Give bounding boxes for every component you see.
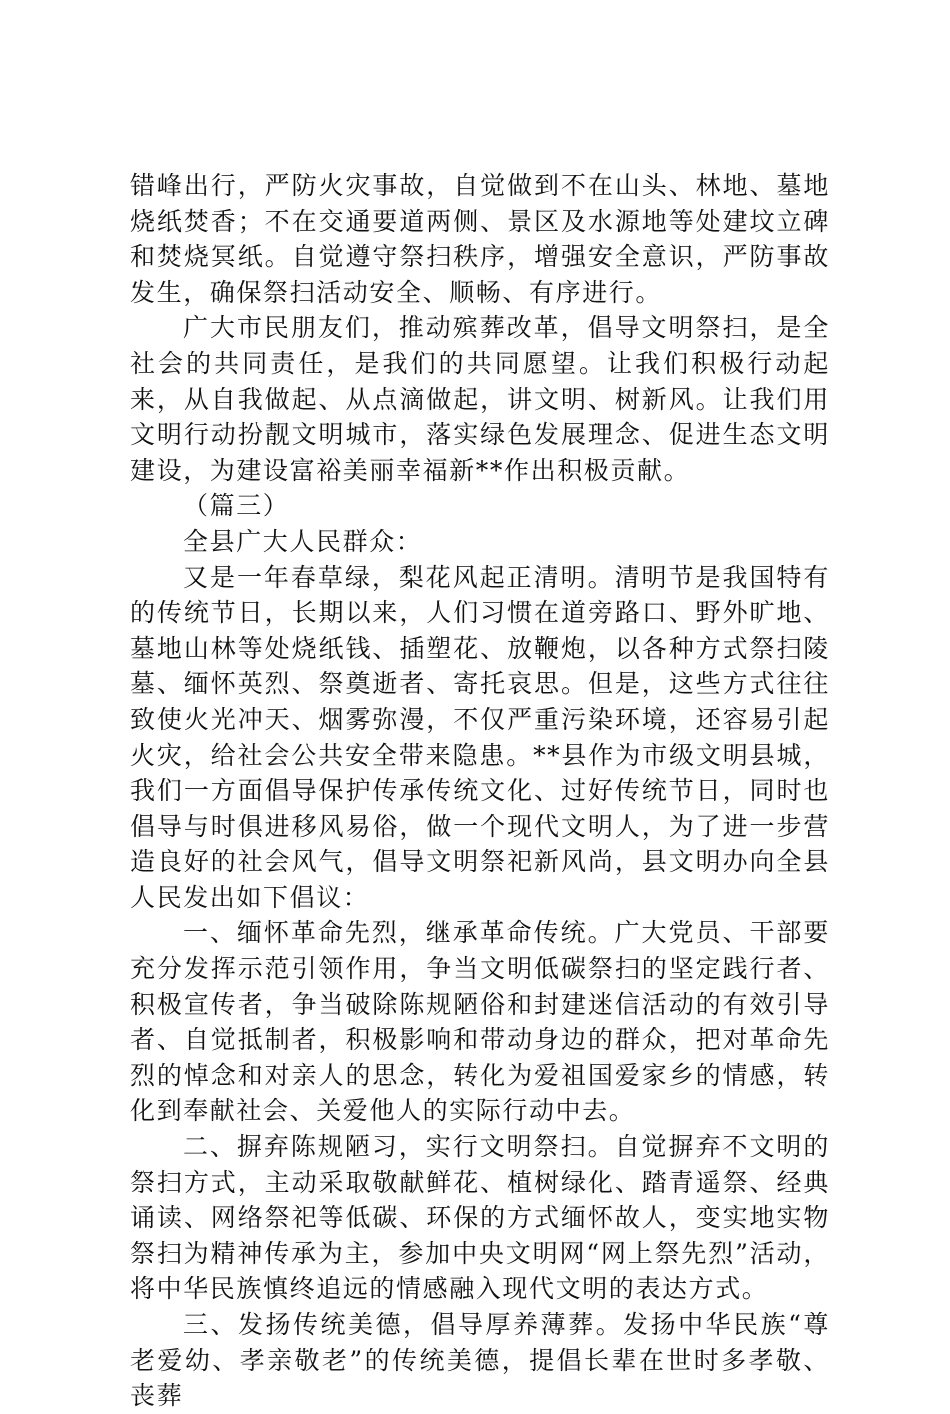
document-body	[130, 168, 830, 1414]
paragraph-item-2: 二、摒弃陈规陋习，实行文明祭扫。自觉摒弃不文明的祭扫方式，主动采取敬献鲜花、植树绿化、踏青遥祭、经典诵读、网络祭祀等低碳、环保的方式缅怀故人，变实地实物祭扫为精神传承为主，参加中央文明网“网上祭先烈”活动，将中华民族慎终追远的情感融入现代文明的表达方式。	[130, 1132, 830, 1304]
paragraph-intro: 又是一年春草绿，梨花风起正清明。清明节是我国特有的传统节日，长期以来，人们习惯在道旁路口、野外旷地、墓地山林等处烧纸钱、插塑花、放鞭炮，以各种方式祭扫陵墓、缅怀英烈、祭奠逝者、寄托哀思。但是，这些方式往往致使火光冲天、烟雾弥漫，不仅严重污染环境，还容易引起火灾，给社会公共安全带来隐患。**县作为市级文明县城，我们一方面倡导保护传承传统文化、过好传统节日，同时也倡导与时俱进移风易俗，做一个现代文明人，为了进一步营造良好的社会风气，倡导文明祭祀新风尚，县文明办向全县人民发出如下倡议：	[130, 562, 830, 912]
paragraph-item-1: 一、缅怀革命先烈，继承革命传统。广大党员、干部要充分发挥示范引领作用，争当文明低碳祭扫的坚定践行者、积极宣传者，争当破除陈规陋俗和封建迷信活动的有效引导者、自觉抵制者，积极影响和带动身边的群众，把对革命先烈的悼念和对亲人的思念，转化为爱祖国爱家乡的情感，转化到奉献社会、关爱他人的实际行动中去。	[130, 918, 830, 1126]
paragraph-item-3: 三、发扬传统美德，倡导厚养薄葬。发扬中华民族“尊老爱幼、孝亲敬老”的传统美德，提倡长辈在世时多孝敬、丧葬	[130, 1310, 830, 1411]
section-heading: （篇三）	[183, 491, 290, 521]
salutation: 全县广大人民群众：	[183, 526, 423, 556]
paragraph-citizens-appeal: 广大市民朋友们，推动殡葬改革，倡导文明祭扫，是全社会的共同责任，是我们的共同愿望。让我们积极行动起来，从自我做起、从点滴做起，讲文明、树新风。让我们用文明行动扮靓文明城市，落实绿色发展理念、促进生态文明建设，为建设富裕美丽幸福新**作出积极贡献。	[130, 313, 830, 485]
paragraph-continuation: 错峰出行，严防火灾事故，自觉做到不在山头、林地、墓地烧纸焚香；不在交通要道两侧、景区及水源地等处建坟立碑和焚烧冥纸。自觉遵守祭扫秩序，增强安全意识，严防事故发生，确保祭扫活动安全、顺畅、有序进行。	[130, 171, 830, 307]
